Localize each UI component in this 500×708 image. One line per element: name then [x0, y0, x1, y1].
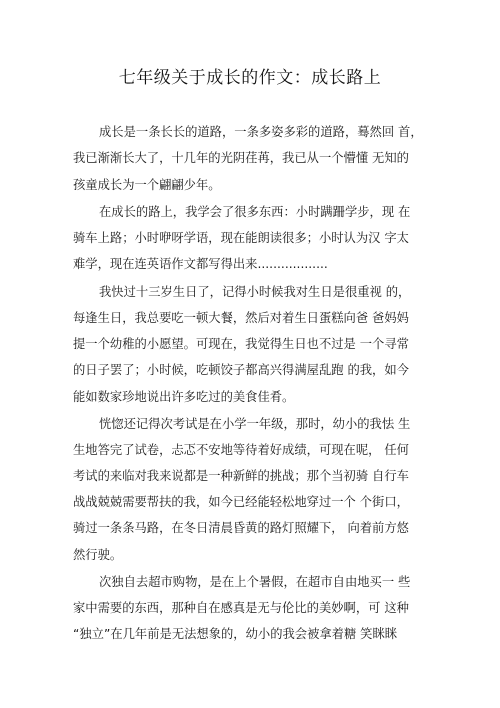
paragraph-line: 提一个幼稚的小愿望。可现在，我觉得生日也不过是 一个寻常 [73, 337, 409, 351]
paragraph-line: 能如数家珍地说出许多吃过的美食佳肴。 [73, 390, 295, 404]
paragraph-line: 难学，现在连英语作文都写得出来.................. [73, 257, 328, 271]
paragraph-line: “独立”在几年前是无法想象的，幼小的我会被拿着糖 笑眯眯 [73, 627, 398, 641]
paragraph-line: 的日子罢了；小时候，吃顿饺子都高兴得满屋乱跑 的我，如今 [73, 363, 409, 377]
paragraph-line: 恍惚还记得次考试是在小学一年级，那时，幼小的我怯 生 [99, 417, 411, 431]
paragraph-line: 战战兢兢需要帮扶的我，如今已经能轻松地穿过一个 个街口， [73, 495, 409, 509]
paragraph-line: 家中需要的东西，那种自在感真是无与伦比的美妙啊，可 这种 [73, 601, 409, 615]
paragraph-line: 我已渐渐长大了，十几年的光阴荏苒，我已从一个懵懂 无知的 [73, 151, 409, 165]
paragraph-line: 成长是一条长长的道路，一条多姿多彩的道路，蓦然回 首， [99, 125, 423, 139]
paragraph-line: 然行驶。 [73, 548, 123, 562]
paragraph-line: 孩童成长为一个翩翩少年。 [73, 178, 221, 192]
paragraph-line: 骑车上路；小时咿呀学语，现在能朗读很多；小时认为汉 字太 [73, 231, 409, 245]
paragraph-line: 生地答完了试卷，忐忑不安地等待着好成绩，可现在呢， 任何 [73, 443, 409, 457]
paragraph-line: 次独自去超市购物，是在上个暑假，在超市自由地买一 些 [99, 575, 411, 589]
paragraph-line: 骑过一条条马路，在冬日清晨昏黄的路灯照耀下， 向着前方悠 [73, 521, 409, 535]
paragraph-line: 我快过十三岁生日了，记得小时候我对生日是很重视 的， [99, 285, 411, 299]
paragraph-line: 每逢生日，我总要吃一顿大餐，然后对着生日蛋糕向爸 爸妈妈 [73, 311, 409, 325]
paragraph-line: 考试的来临对我来说都是一种新鲜的挑战；那个当初骑 自行车 [73, 469, 409, 483]
document-title: 七年级关于成长的作文：成长路上 [118, 68, 382, 88]
paragraph-line: 在成长的路上，我学会了很多东西：小时蹒跚学步，现 在 [99, 205, 411, 219]
